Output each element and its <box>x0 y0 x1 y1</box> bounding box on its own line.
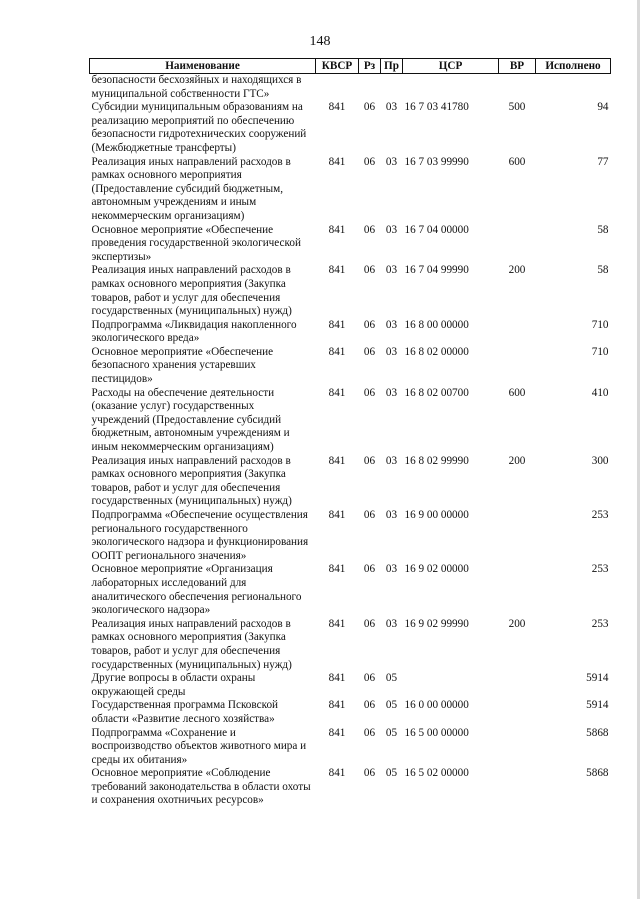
cell-csr: 16 9 02 99990 <box>404 617 469 630</box>
cell-kvsr: 841 <box>328 223 346 236</box>
cell-name: безопасности бесхозяйных и находящихся в муниципальной собственности ГТС» <box>91 74 302 100</box>
cell-csr: 16 7 03 99990 <box>404 155 469 168</box>
cell-pr: 03 <box>385 386 398 399</box>
cell-amount: 58 <box>597 223 609 236</box>
cell-name: Подпрограмма «Ликвидация накопленного экологического вреда» <box>91 318 297 345</box>
cell-pr: 03 <box>385 101 398 114</box>
cell-amount: 5868 <box>586 726 609 739</box>
table-row <box>90 672 611 699</box>
cell-kvsr: 841 <box>328 155 346 168</box>
cell-csr: 16 5 02 00000 <box>404 767 469 780</box>
page-number: 148 <box>309 34 331 49</box>
cell-pr: 03 <box>385 345 398 358</box>
cell-vr <box>499 672 536 699</box>
cell-vr <box>499 346 536 387</box>
cell-csr: 16 7 03 41780 <box>404 101 469 114</box>
table-row <box>90 563 611 617</box>
header-amount: Исполнено <box>536 59 611 74</box>
cell-amount: 58 <box>597 264 609 277</box>
table-row <box>90 387 611 455</box>
table-body <box>90 74 611 809</box>
cell-kvsr: 841 <box>328 264 346 277</box>
header-vr: ВР <box>499 59 536 74</box>
cell-amount: 410 <box>591 386 609 399</box>
table-row <box>90 264 611 318</box>
cell-rz: 06 <box>363 155 376 168</box>
cell-rz: 06 <box>363 767 376 780</box>
cell-csr: 16 7 04 00000 <box>404 223 469 236</box>
cell-amount: 5914 <box>586 672 609 685</box>
cell-amount: 710 <box>591 318 609 331</box>
cell-amount: 253 <box>591 509 609 521</box>
cell-rz: 06 <box>363 699 376 712</box>
cell-pr: 03 <box>385 617 398 630</box>
cell-name: Подпрограмма «Сохранение и воспроизводство объектов животного мира и среды их обитания» <box>91 726 307 766</box>
cell-name: Другие вопросы в области охраны окружающей среды <box>91 672 256 698</box>
cell-name: Основное мероприятие «Обеспечение безопасного хранения устаревших пестицидов» <box>91 345 274 386</box>
cell-kvsr: 841 <box>328 345 346 358</box>
cell-rz: 06 <box>363 454 376 467</box>
cell-name: Основное мероприятие «Обеспечение проведения государственной экологической экспертизы» <box>91 223 301 263</box>
cell-pr: 03 <box>385 155 398 168</box>
cell-name: Реализация иных направлений расходов в рамках основного мероприятия (Закупка товаров, работ и услуг для обеспечения государственных (муниципальных) нужд) <box>91 617 292 671</box>
cell-pr: 05 <box>385 767 398 780</box>
cell-rz: 06 <box>363 509 376 521</box>
cell-csr: 16 8 00 00000 <box>404 318 469 331</box>
cell-pr: 05 <box>385 699 398 712</box>
header-name: Наименование <box>90 59 316 74</box>
cell-kvsr <box>316 74 359 102</box>
cell-kvsr: 841 <box>328 767 346 780</box>
cell-vr: 200 <box>508 617 526 630</box>
table-row <box>90 224 611 265</box>
cell-pr: 05 <box>385 672 398 685</box>
cell-rz: 06 <box>363 672 376 685</box>
table-row <box>90 699 611 726</box>
cell-pr: 03 <box>385 454 398 467</box>
cell-pr: 03 <box>385 223 398 236</box>
cell-csr <box>403 672 499 699</box>
cell-amount: 253 <box>591 563 609 576</box>
cell-vr <box>499 319 536 346</box>
table-row <box>90 509 611 563</box>
cell-csr <box>403 74 499 102</box>
cell-kvsr: 841 <box>328 617 346 630</box>
cell-kvsr: 841 <box>328 318 346 331</box>
cell-csr: 16 8 02 00700 <box>404 386 469 399</box>
cell-kvsr: 841 <box>328 563 346 576</box>
cell-amount: 5868 <box>586 767 609 780</box>
cell-csr: 16 9 00 00000 <box>404 509 469 521</box>
cell-amount: 77 <box>597 155 609 168</box>
cell-vr <box>499 767 536 808</box>
cell-name: Реализация иных направлений расходов в рамках основного мероприятия (Предоставление субсидий бюджетным, автономным учреждениям и иным некоммерческим организациям) <box>91 155 291 222</box>
budget-table <box>89 58 611 808</box>
cell-pr <box>381 74 403 102</box>
cell-name: Подпрограмма «Обеспечение осуществления регионального государственного экологического надзора и функционирования ООПТ регионального значения» <box>91 509 309 562</box>
table-row <box>90 346 611 387</box>
cell-rz: 06 <box>363 264 376 277</box>
cell-rz <box>359 74 381 102</box>
cell-pr: 03 <box>385 264 398 277</box>
cell-csr: 16 8 02 99990 <box>404 454 469 467</box>
cell-csr: 16 9 02 00000 <box>404 563 469 576</box>
cell-rz: 06 <box>363 223 376 236</box>
table-row <box>90 767 611 808</box>
cell-kvsr: 841 <box>328 699 346 712</box>
header-rz: Рз <box>359 59 381 74</box>
cell-vr: 500 <box>508 101 526 114</box>
cell-vr: 600 <box>508 155 526 168</box>
cell-name: Реализация иных направлений расходов в рамках основного мероприятия (Закупка товаров, работ и услуг для обеспечения государственных (муниципальных) нужд) <box>91 454 292 508</box>
table-row <box>90 727 611 768</box>
cell-amount: 94 <box>597 101 609 114</box>
cell-amount: 5914 <box>586 699 609 712</box>
cell-kvsr: 841 <box>328 672 346 685</box>
cell-csr: 16 5 00 00000 <box>404 726 469 739</box>
cell-csr: 16 7 04 99990 <box>404 264 469 277</box>
header-kvsr: КВСР <box>316 59 359 74</box>
cell-vr <box>499 74 536 102</box>
cell-amount: 710 <box>591 345 609 358</box>
cell-name: Основное мероприятие «Организация лабораторных исследований для аналитического обеспечения регионального экологического надзора» <box>91 563 302 617</box>
cell-name: Основное мероприятие «Соблюдение требований законодательства в области охоты и сохранения охотничьих ресурсов» <box>91 767 311 807</box>
cell-kvsr: 841 <box>328 509 346 521</box>
header-pr: Пр <box>381 59 403 74</box>
table-row <box>90 74 611 102</box>
cell-pr: 03 <box>385 318 398 331</box>
cell-vr <box>499 509 536 563</box>
cell-name: Государственная программа Псковской области «Развитие лесного хозяйства» <box>91 699 279 725</box>
cell-kvsr: 841 <box>328 726 346 739</box>
cell-kvsr: 841 <box>328 386 346 399</box>
cell-vr: 200 <box>508 454 526 467</box>
cell-rz: 06 <box>363 101 376 114</box>
cell-amount: 300 <box>591 454 609 467</box>
table-row <box>90 101 611 155</box>
cell-rz: 06 <box>363 563 376 576</box>
table-row <box>90 618 611 672</box>
cell-rz: 06 <box>363 318 376 331</box>
cell-name: Субсидии муниципальным образованиям на реализацию мероприятий по обеспечению безопасности гидротехнических сооружений (Межбюджетные трансферты) <box>91 101 307 154</box>
cell-name: Расходы на обеспечение деятельности (оказание услуг) государственных учреждений (Предоставление субсидий бюджетным, автономным учреждениям и иным некоммерческим организациям) <box>91 386 290 454</box>
cell-vr <box>499 699 536 726</box>
cell-pr: 03 <box>385 563 398 576</box>
cell-rz: 06 <box>363 726 376 739</box>
cell-vr <box>499 224 536 265</box>
table-row <box>90 455 611 509</box>
cell-vr: 200 <box>508 264 526 277</box>
table-header-row <box>90 59 611 74</box>
cell-name: Реализация иных направлений расходов в рамках основного мероприятия (Закупка товаров, работ и услуг для обеспечения государственных (муниципальных) нужд) <box>91 264 292 318</box>
cell-pr: 03 <box>385 509 398 521</box>
header-csr: ЦСР <box>403 59 499 74</box>
cell-rz: 06 <box>363 386 376 399</box>
cell-kvsr: 841 <box>328 101 346 114</box>
cell-vr <box>499 563 536 617</box>
cell-rz: 06 <box>363 617 376 630</box>
cell-kvsr: 841 <box>328 454 346 467</box>
cell-pr: 05 <box>385 726 398 739</box>
cell-rz: 06 <box>363 345 376 358</box>
cell-vr: 600 <box>508 386 526 399</box>
cell-csr: 16 0 00 00000 <box>404 699 469 712</box>
table-row <box>90 319 611 346</box>
cell-csr: 16 8 02 00000 <box>404 345 469 358</box>
cell-vr <box>499 727 536 768</box>
cell-amount <box>536 74 611 102</box>
table-row <box>90 156 611 224</box>
cell-amount: 253 <box>591 617 609 630</box>
